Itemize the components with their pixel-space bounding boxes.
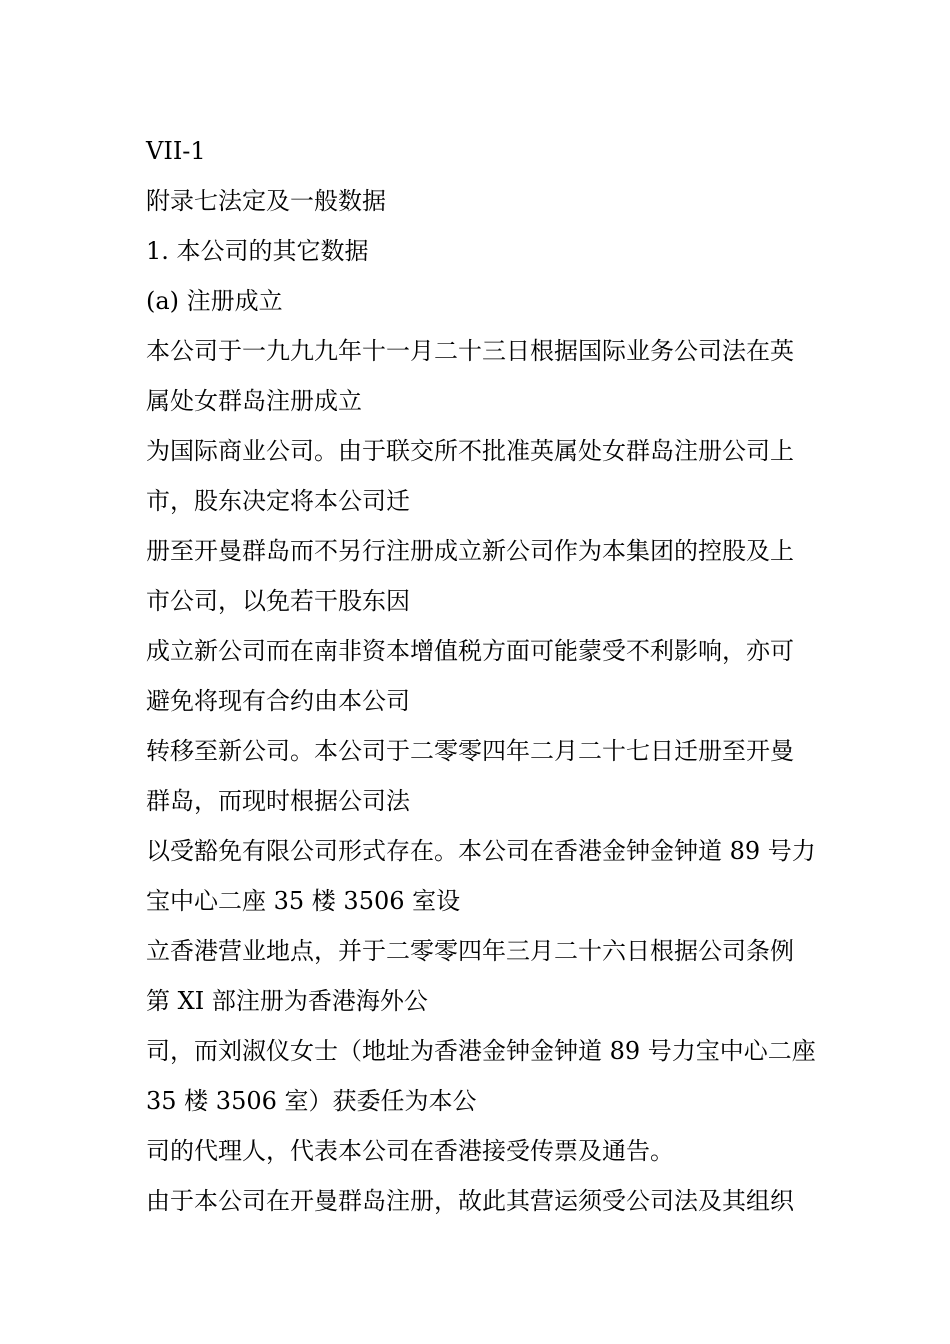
section-heading: 1. 本公司的其它数据: [146, 237, 369, 265]
subsection-heading: (a) 注册成立: [146, 287, 283, 315]
body-line: 市，股东决定将本公司迁: [146, 487, 410, 515]
page-number: VII-1: [146, 137, 206, 165]
document-page: [146, 133, 852, 1233]
body-line: 属处女群岛注册成立: [146, 387, 362, 415]
body-line: 由于本公司在开曼群岛注册，故此其营运须受公司法及其组织: [146, 1187, 794, 1215]
body-line: 宝中心二座 35 楼 3506 室设: [146, 887, 461, 915]
appendix-title: 附录七法定及一般数据: [146, 187, 386, 215]
body-line: 为国际商业公司。由于联交所不批准英属处女群岛注册公司上: [146, 437, 794, 465]
body-line: 司，而刘淑仪女士（地址为香港金钟金钟道 89 号力宝中心二座: [146, 1037, 816, 1065]
body-line: 册至开曼群岛而不另行注册成立新公司作为本集团的控股及上: [146, 537, 794, 565]
body-line: 成立新公司而在南非资本增值税方面可能蒙受不利影响，亦可: [146, 637, 794, 665]
body-line: 市公司，以免若干股东因: [146, 587, 410, 615]
body-line: 转移至新公司。本公司于二零零四年二月二十七日迁册至开曼: [146, 737, 794, 765]
body-line: 以受豁免有限公司形式存在。本公司在香港金钟金钟道 89 号力: [146, 837, 816, 865]
body-line: 司的代理人，代表本公司在香港接受传票及通告。: [146, 1137, 674, 1165]
body-line: 本公司于一九九九年十一月二十三日根据国际业务公司法在英: [146, 337, 794, 365]
body-line: 立香港营业地点，并于二零零四年三月二十六日根据公司条例: [146, 937, 794, 965]
body-line: 35 楼 3506 室）获委任为本公: [146, 1087, 477, 1115]
body-line: 第 XI 部注册为香港海外公: [146, 987, 428, 1015]
body-line: 避免将现有合约由本公司: [146, 687, 410, 715]
body-line: 群岛，而现时根据公司法: [146, 787, 410, 815]
